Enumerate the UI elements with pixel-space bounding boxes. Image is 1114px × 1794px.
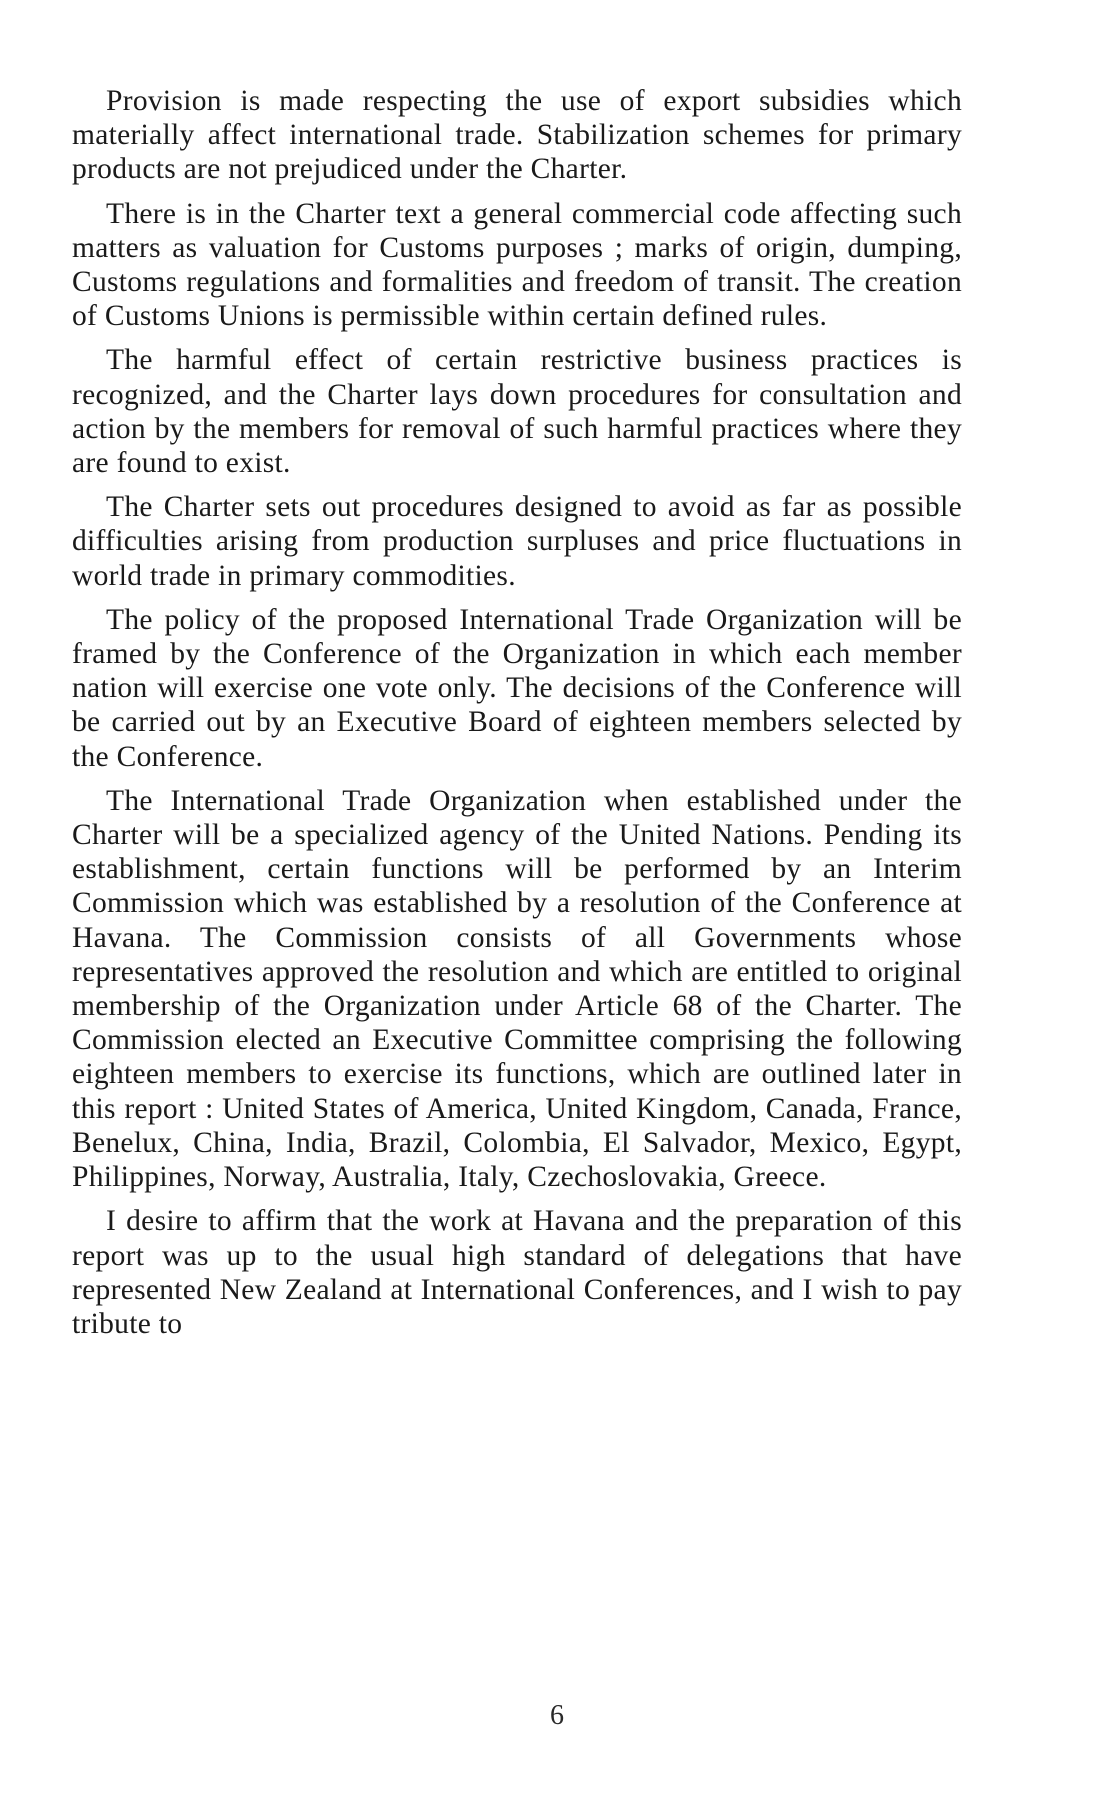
paragraph-interim-commission: The International Trade Organization when established under the Charter will be a specialized agency of the United Nations. Pending its establishment, certain functions will be performed by an Interim Commission which was established by a resolution of the Conference at Havana. The Commission consists of all Governments whose representatives approved the resolution and which are entitled to original membership of the Organization under Article 68 of the Charter. The Commission elected an Executive Committee comprising the following eighteen members to exercise its functions, which are outlined later in this report : United States of America, United Kingdom, Canada, France, Benelux, China, India, Brazil, Colombia, El Salvador, Mexico, Egypt, Philippines, Norway, Australia, Italy, Czechoslovakia, Greece. (72, 784, 962, 1194)
paragraph-business-practices: The harmful effect of certain restrictive business practices is recognized, and the Charter lays down procedures for consultation and action by the members for removal of such harmful practices where they are found to exist. (72, 344, 962, 480)
page-number: 6 (550, 1700, 564, 1731)
paragraph-export-subsidies: Provision is made respecting the use of export subsidies which materially affect international trade. Stabilization schemes for primary products are not prejudiced under the Charter. (72, 85, 962, 186)
paragraph-primary-commodities: The Charter sets out procedures designed to avoid as far as possible difficulties arising from production surpluses and price fluctuations in world trade in primary commodities. (72, 491, 962, 592)
paragraph-organization-policy: The policy of the proposed International Trade Organization will be framed by the Conference of the Organization in which each member nation will exercise one vote only. The decisions of the Conference will be carried out by an Executive Board of eighteen members selected by the Conference. (72, 603, 962, 773)
paragraph-commercial-code: There is in the Charter text a general commercial code affecting such matters as valuation for Customs purposes ; marks of origin, dumping, Customs regulations and formalities and freedom of transit. The creation of Customs Unions is permissible within certain defined rules. (72, 197, 962, 333)
paragraph-affirmation: I desire to affirm that the work at Havana and the preparation of this report was up to the usual high standard of delegations that have represented New Zealand at International Conferences, and I wish to pay tribute to (72, 1205, 962, 1340)
document-body (72, 84, 962, 1351)
